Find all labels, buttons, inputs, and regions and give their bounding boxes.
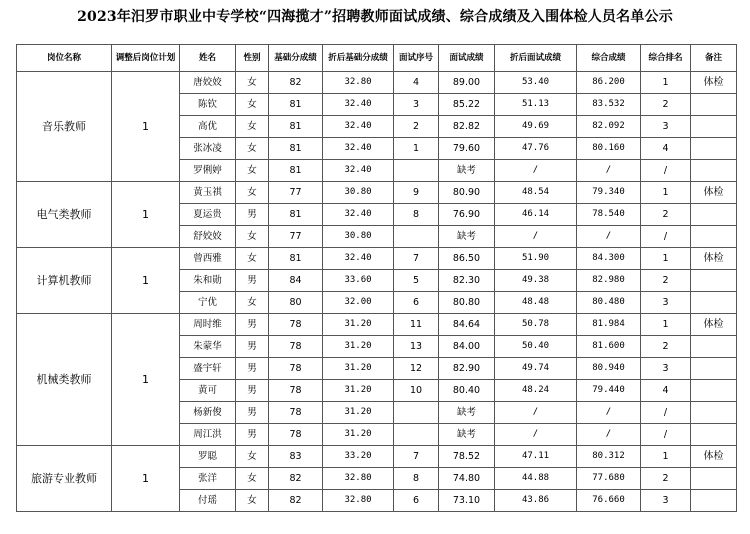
table-row	[17, 72, 737, 94]
position-name: 计算机教师	[17, 248, 112, 314]
base-score: 78	[269, 402, 323, 424]
base-score-adjusted: 32.80	[323, 490, 394, 512]
base-score: 77	[269, 182, 323, 204]
base-score-adjusted: 30.80	[323, 182, 394, 204]
candidate-name: 舒姣姣	[180, 226, 236, 248]
header-cell: 性别	[236, 45, 269, 72]
total-rank: 4	[641, 380, 691, 402]
base-score: 81	[269, 248, 323, 270]
total-rank: 3	[641, 490, 691, 512]
interview-seq	[394, 226, 439, 248]
table-body	[17, 72, 737, 512]
note	[691, 380, 737, 402]
interview-score: 78.52	[439, 446, 495, 468]
candidate-gender: 女	[236, 94, 269, 116]
candidate-gender: 男	[236, 402, 269, 424]
candidate-gender: 男	[236, 314, 269, 336]
header-cell: 姓名	[180, 45, 236, 72]
base-score-adjusted: 32.80	[323, 72, 394, 94]
interview-seq: 8	[394, 468, 439, 490]
note	[691, 116, 737, 138]
total-score: 82.092	[577, 116, 641, 138]
candidate-name: 黄玉祺	[180, 182, 236, 204]
candidate-name: 宁优	[180, 292, 236, 314]
base-score: 81	[269, 160, 323, 182]
note: 体检	[691, 248, 737, 270]
base-score: 81	[269, 94, 323, 116]
candidate-name: 朱蒙华	[180, 336, 236, 358]
candidate-gender: 女	[236, 490, 269, 512]
candidate-gender: 男	[236, 204, 269, 226]
interview-seq: 3	[394, 94, 439, 116]
note: 体检	[691, 314, 737, 336]
total-score: 81.600	[577, 336, 641, 358]
total-rank: 1	[641, 182, 691, 204]
interview-seq: 2	[394, 116, 439, 138]
header-cell: 备注	[691, 45, 737, 72]
base-score: 82	[269, 72, 323, 94]
interview-score-adjusted: 48.48	[495, 292, 577, 314]
total-rank: 1	[641, 248, 691, 270]
total-rank: 2	[641, 336, 691, 358]
header-cell: 岗位名称	[17, 45, 112, 72]
candidate-gender: 女	[236, 292, 269, 314]
total-score: 79.440	[577, 380, 641, 402]
header-cell: 折后基础分成绩	[323, 45, 394, 72]
base-score-adjusted: 31.20	[323, 358, 394, 380]
candidate-gender: 男	[236, 270, 269, 292]
candidate-name: 高优	[180, 116, 236, 138]
interview-seq	[394, 402, 439, 424]
note	[691, 138, 737, 160]
interview-score: 82.90	[439, 358, 495, 380]
base-score: 81	[269, 138, 323, 160]
total-rank: /	[641, 424, 691, 446]
header-cell: 面试成绩	[439, 45, 495, 72]
candidate-name: 张洋	[180, 468, 236, 490]
total-rank: 3	[641, 292, 691, 314]
interview-seq: 1	[394, 138, 439, 160]
candidate-name: 付瑶	[180, 490, 236, 512]
interview-score: 80.40	[439, 380, 495, 402]
candidate-name: 周时维	[180, 314, 236, 336]
note	[691, 204, 737, 226]
interview-score-adjusted: 44.88	[495, 468, 577, 490]
interview-score-adjusted: 49.74	[495, 358, 577, 380]
interview-score-adjusted: 48.24	[495, 380, 577, 402]
base-score-adjusted: 32.40	[323, 204, 394, 226]
total-rank: 2	[641, 468, 691, 490]
base-score-adjusted: 33.60	[323, 270, 394, 292]
interview-score-adjusted: 53.40	[495, 72, 577, 94]
base-score: 81	[269, 204, 323, 226]
total-rank: 2	[641, 204, 691, 226]
candidate-gender: 女	[236, 138, 269, 160]
interview-seq: 6	[394, 292, 439, 314]
table-row	[17, 446, 737, 468]
header-cell: 面试序号	[394, 45, 439, 72]
candidate-name: 罗聪	[180, 446, 236, 468]
base-score-adjusted: 32.40	[323, 138, 394, 160]
candidate-name: 黄可	[180, 380, 236, 402]
page-title: 2023年汨罗市职业中专学校“四海揽才”招聘教师面试成绩、综合成绩及入围体检人员名单公示	[77, 9, 673, 25]
candidate-name: 夏运贵	[180, 204, 236, 226]
base-score-adjusted: 31.20	[323, 380, 394, 402]
candidate-gender: 女	[236, 226, 269, 248]
total-score: 80.312	[577, 446, 641, 468]
interview-score: 73.10	[439, 490, 495, 512]
interview-seq	[394, 160, 439, 182]
table-row	[17, 248, 737, 270]
interview-score-adjusted: 48.54	[495, 182, 577, 204]
base-score: 78	[269, 336, 323, 358]
interview-score: 84.00	[439, 336, 495, 358]
interview-score-adjusted: 43.86	[495, 490, 577, 512]
total-rank: 2	[641, 94, 691, 116]
note	[691, 270, 737, 292]
base-score-adjusted: 31.20	[323, 402, 394, 424]
interview-seq: 12	[394, 358, 439, 380]
interview-score-adjusted: /	[495, 160, 577, 182]
base-score: 78	[269, 424, 323, 446]
interview-seq: 7	[394, 446, 439, 468]
interview-seq: 11	[394, 314, 439, 336]
note	[691, 336, 737, 358]
candidate-gender: 女	[236, 116, 269, 138]
position-plan: 1	[112, 182, 180, 248]
interview-score-adjusted: 51.90	[495, 248, 577, 270]
base-score-adjusted: 32.40	[323, 248, 394, 270]
position-plan: 1	[112, 446, 180, 512]
interview-score: 82.82	[439, 116, 495, 138]
header-row	[17, 45, 737, 72]
total-score: 80.160	[577, 138, 641, 160]
interview-score: 缺考	[439, 424, 495, 446]
candidate-gender: 男	[236, 358, 269, 380]
total-rank: 1	[641, 314, 691, 336]
note	[691, 358, 737, 380]
note	[691, 490, 737, 512]
base-score: 78	[269, 380, 323, 402]
interview-score-adjusted: /	[495, 424, 577, 446]
position-plan: 1	[112, 72, 180, 182]
header-cell: 基础分成绩	[269, 45, 323, 72]
base-score: 80	[269, 292, 323, 314]
total-score: /	[577, 226, 641, 248]
header-cell: 综合排名	[641, 45, 691, 72]
interview-score: 76.90	[439, 204, 495, 226]
total-score: /	[577, 160, 641, 182]
total-rank: /	[641, 160, 691, 182]
base-score-adjusted: 30.80	[323, 226, 394, 248]
base-score-adjusted: 32.40	[323, 94, 394, 116]
interview-seq: 5	[394, 270, 439, 292]
candidate-gender: 女	[236, 182, 269, 204]
note	[691, 468, 737, 490]
candidate-name: 周江洪	[180, 424, 236, 446]
interview-seq: 8	[394, 204, 439, 226]
total-score: 76.660	[577, 490, 641, 512]
interview-score: 84.64	[439, 314, 495, 336]
candidate-name: 盛宇轩	[180, 358, 236, 380]
note	[691, 402, 737, 424]
total-score: 79.340	[577, 182, 641, 204]
table-row	[17, 314, 737, 336]
candidate-name: 罗俐婷	[180, 160, 236, 182]
total-score: /	[577, 402, 641, 424]
interview-score: 缺考	[439, 226, 495, 248]
total-score: 80.940	[577, 358, 641, 380]
note: 体检	[691, 72, 737, 94]
base-score-adjusted: 31.20	[323, 424, 394, 446]
base-score-adjusted: 32.40	[323, 160, 394, 182]
interview-seq: 13	[394, 336, 439, 358]
interview-score-adjusted: 47.11	[495, 446, 577, 468]
total-score: 77.680	[577, 468, 641, 490]
candidate-gender: 女	[236, 248, 269, 270]
candidate-name: 朱和勋	[180, 270, 236, 292]
note	[691, 424, 737, 446]
interview-score-adjusted: 49.69	[495, 116, 577, 138]
base-score: 78	[269, 358, 323, 380]
candidate-gender: 女	[236, 160, 269, 182]
total-score: 78.540	[577, 204, 641, 226]
position-name: 电气类教师	[17, 182, 112, 248]
base-score: 84	[269, 270, 323, 292]
base-score-adjusted: 33.20	[323, 446, 394, 468]
note: 体检	[691, 446, 737, 468]
total-rank: 3	[641, 116, 691, 138]
candidate-name: 张冰凌	[180, 138, 236, 160]
position-name: 音乐教师	[17, 72, 112, 182]
position-plan: 1	[112, 314, 180, 446]
candidate-gender: 女	[236, 446, 269, 468]
total-score: /	[577, 424, 641, 446]
interview-seq: 7	[394, 248, 439, 270]
candidate-name: 唐姣姣	[180, 72, 236, 94]
total-score: 83.532	[577, 94, 641, 116]
base-score-adjusted: 32.40	[323, 116, 394, 138]
interview-score: 74.80	[439, 468, 495, 490]
interview-score: 缺考	[439, 160, 495, 182]
interview-score: 80.80	[439, 292, 495, 314]
position-name: 机械类教师	[17, 314, 112, 446]
interview-score: 缺考	[439, 402, 495, 424]
base-score: 82	[269, 468, 323, 490]
total-rank: 4	[641, 138, 691, 160]
candidate-gender: 女	[236, 72, 269, 94]
interview-score-adjusted: /	[495, 226, 577, 248]
interview-score-adjusted: 50.78	[495, 314, 577, 336]
table-row	[17, 182, 737, 204]
base-score: 81	[269, 116, 323, 138]
interview-score-adjusted: /	[495, 402, 577, 424]
candidate-gender: 男	[236, 336, 269, 358]
interview-seq: 10	[394, 380, 439, 402]
interview-score: 80.90	[439, 182, 495, 204]
interview-score: 89.00	[439, 72, 495, 94]
total-score: 82.980	[577, 270, 641, 292]
base-score-adjusted: 32.00	[323, 292, 394, 314]
interview-score: 85.22	[439, 94, 495, 116]
candidate-name: 陈钦	[180, 94, 236, 116]
total-score: 80.480	[577, 292, 641, 314]
header-cell: 调整后岗位计划	[112, 45, 180, 72]
interview-score-adjusted: 50.40	[495, 336, 577, 358]
header-cell: 折后面试成绩	[495, 45, 577, 72]
base-score-adjusted: 31.20	[323, 314, 394, 336]
note: 体检	[691, 182, 737, 204]
interview-score-adjusted: 47.76	[495, 138, 577, 160]
interview-seq	[394, 424, 439, 446]
interview-seq: 9	[394, 182, 439, 204]
interview-score: 86.50	[439, 248, 495, 270]
note	[691, 160, 737, 182]
base-score: 83	[269, 446, 323, 468]
total-rank: 2	[641, 270, 691, 292]
base-score: 82	[269, 490, 323, 512]
note	[691, 94, 737, 116]
total-rank: 1	[641, 446, 691, 468]
candidate-name: 曾西雅	[180, 248, 236, 270]
candidate-name: 杨新俊	[180, 402, 236, 424]
total-score: 84.300	[577, 248, 641, 270]
total-rank: 3	[641, 358, 691, 380]
total-rank: /	[641, 402, 691, 424]
total-score: 86.200	[577, 72, 641, 94]
results-table	[16, 44, 737, 512]
header-cell: 综合成绩	[577, 45, 641, 72]
total-rank: 1	[641, 72, 691, 94]
candidate-gender: 男	[236, 380, 269, 402]
interview-seq: 6	[394, 490, 439, 512]
note	[691, 226, 737, 248]
candidate-gender: 女	[236, 468, 269, 490]
note	[691, 292, 737, 314]
base-score: 77	[269, 226, 323, 248]
position-name: 旅游专业教师	[17, 446, 112, 512]
base-score-adjusted: 32.80	[323, 468, 394, 490]
total-rank: /	[641, 226, 691, 248]
candidate-gender: 男	[236, 424, 269, 446]
interview-score: 79.60	[439, 138, 495, 160]
base-score: 78	[269, 314, 323, 336]
interview-score-adjusted: 49.38	[495, 270, 577, 292]
position-plan: 1	[112, 248, 180, 314]
interview-score-adjusted: 46.14	[495, 204, 577, 226]
interview-score: 82.30	[439, 270, 495, 292]
total-score: 81.984	[577, 314, 641, 336]
interview-seq: 4	[394, 72, 439, 94]
interview-score-adjusted: 51.13	[495, 94, 577, 116]
base-score-adjusted: 31.20	[323, 336, 394, 358]
